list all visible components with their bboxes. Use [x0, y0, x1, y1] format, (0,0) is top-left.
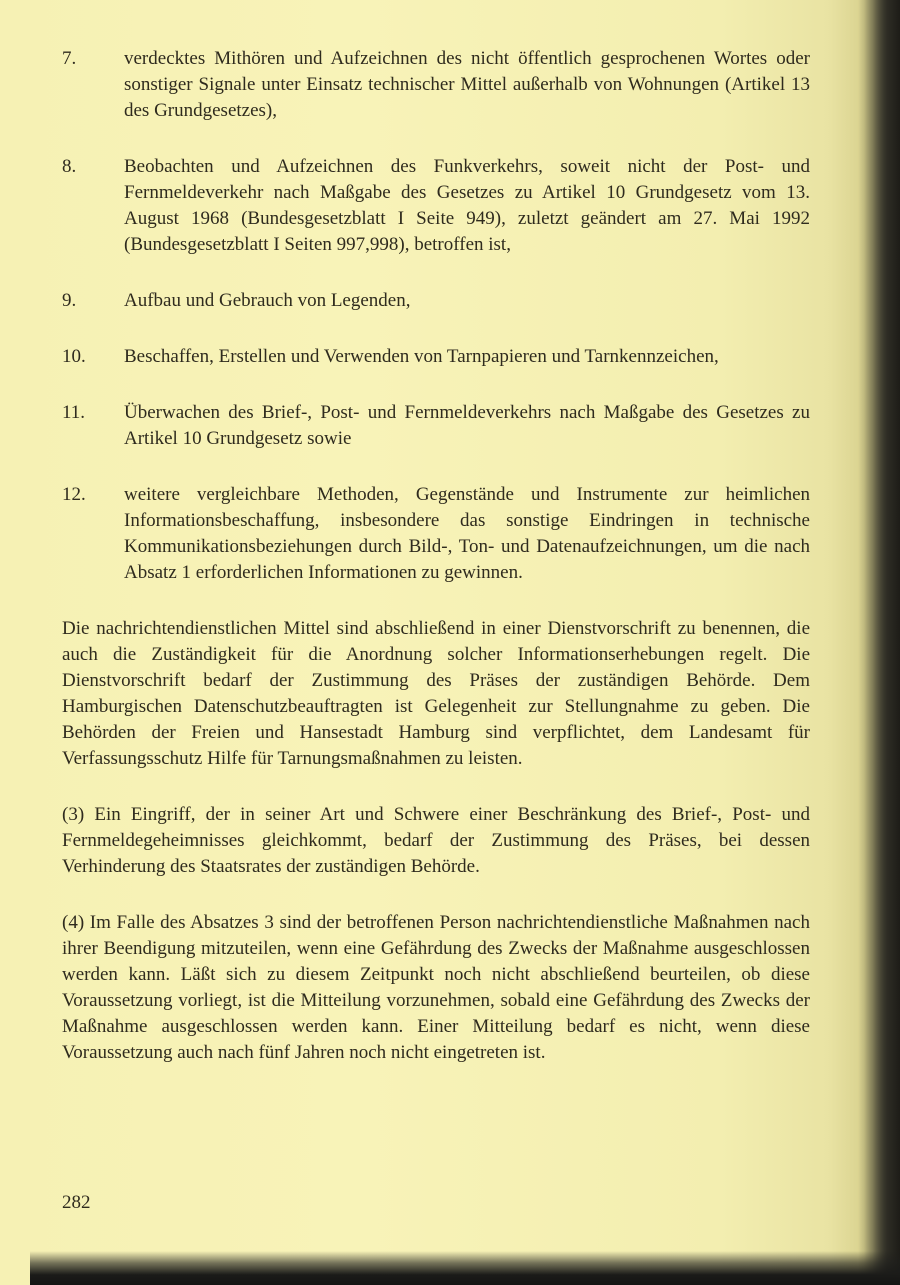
list-item-number: 7.: [62, 48, 77, 69]
list-item-text: Aufbau und Gebrauch von Legenden,: [124, 290, 411, 311]
list-item-number: 12.: [62, 484, 86, 505]
list-item-9: [62, 288, 810, 314]
list-item-number: 10.: [62, 346, 86, 367]
list-item-12: [62, 482, 810, 586]
paragraph-dienstvorschrift: Die nachrichtendienstlichen Mittel sind abschließend in einer Dienstvorschrift zu benennen, die auch die Zuständigkeit für die Anordnung solcher Informationserhebungen regelt. Die Dienstvorschrift bedarf der Zustimmung des Präses der zuständigen Behörde. Dem Hamburgischen Datenschutzbeauftragten ist Gelegenheit zur Stellungnahme zu geben. Die Behörden der Freien und Hansestadt Hamburg sind verpflichtet, dem Landesamt für Verfassungsschutz Hilfe für Tarnungsmaßnahmen zu leisten.: [62, 618, 810, 769]
list-item-number: 8.: [62, 156, 77, 177]
list-item-text: Beschaffen, Erstellen und Verwenden von Tarnpapieren und Tarnkennzeichen,: [124, 346, 719, 367]
page-number: 282: [62, 1192, 91, 1213]
list-item-7: [62, 46, 810, 124]
list-item-number: 11.: [62, 402, 86, 423]
list-item-text: verdecktes Mithören und Aufzeichnen des nicht öffentlich gesprochenen Wortes oder sonstiger Signale unter Einsatz technischer Mittel außerhalb von Wohnungen (Artikel 13 des Grundgesetzes),: [124, 48, 810, 121]
list-item-text: Überwachen des Brief-, Post- und Fernmeldeverkehrs nach Maßgabe des Gesetzes zu Artikel 10 Grundgesetz sowie: [124, 402, 810, 449]
list-item-text: weitere vergleichbare Methoden, Gegenstände und Instrumente zur heimlichen Informationsbeschaffung, insbesondere das sonstige Eindringen in technische Kommunikationsbeziehungen durch Bild-, Ton- und Datenaufzeichnungen, um die nach Absatz 1 erforderlichen Informationen zu gewinnen.: [124, 484, 810, 583]
paragraph-absatz-4: (4) Im Falle des Absatzes 3 sind der betroffenen Person nachrichtendienstliche Maßnahmen nach ihrer Beendigung mitzuteilen, wenn eine Gefährdung des Zwecks der Maßnahme ausgeschlossen werden kann. Läßt sich zu diesem Zeitpunkt noch nicht abschließend beurteilen, ob diese Voraussetzung vorliegt, ist die Mitteilung vorzunehmen, sobald eine Gefährdung des Zwecks der Maßnahme ausgeschlossen werden kann. Einer Mitteilung bedarf es nicht, wenn diese Voraussetzung auch nach fünf Jahren noch nicht eingetreten ist.: [62, 912, 810, 1063]
page-bottom-edge: [30, 1251, 900, 1285]
list-item-8: [62, 154, 810, 258]
page-body: [62, 46, 810, 1096]
list-item-number: 9.: [62, 290, 77, 311]
list-item-10: [62, 344, 810, 370]
list-item-11: [62, 400, 810, 452]
book-spine-shadow: [858, 0, 900, 1285]
list-item-text: Beobachten und Aufzeichnen des Funkverkehrs, soweit nicht der Post- und Fernmeldeverkehr nach Maßgabe des Gesetzes zu Artikel 10 Grundgesetz vom 13. August 1968 (Bundesgesetzblatt I Seite 949), zuletzt geändert am 27. Mai 1992 (Bundesgesetzblatt I Seiten 997,998), betroffen ist,: [124, 156, 810, 255]
paragraph-absatz-3: (3) Ein Eingriff, der in seiner Art und Schwere einer Beschränkung des Brief-, Post- und Fernmeldegeheimnisses gleichkommt, bedarf der Zustimmung des Präses, bei dessen Verhinderung des Staatsrates der zuständigen Behörde.: [62, 804, 810, 877]
